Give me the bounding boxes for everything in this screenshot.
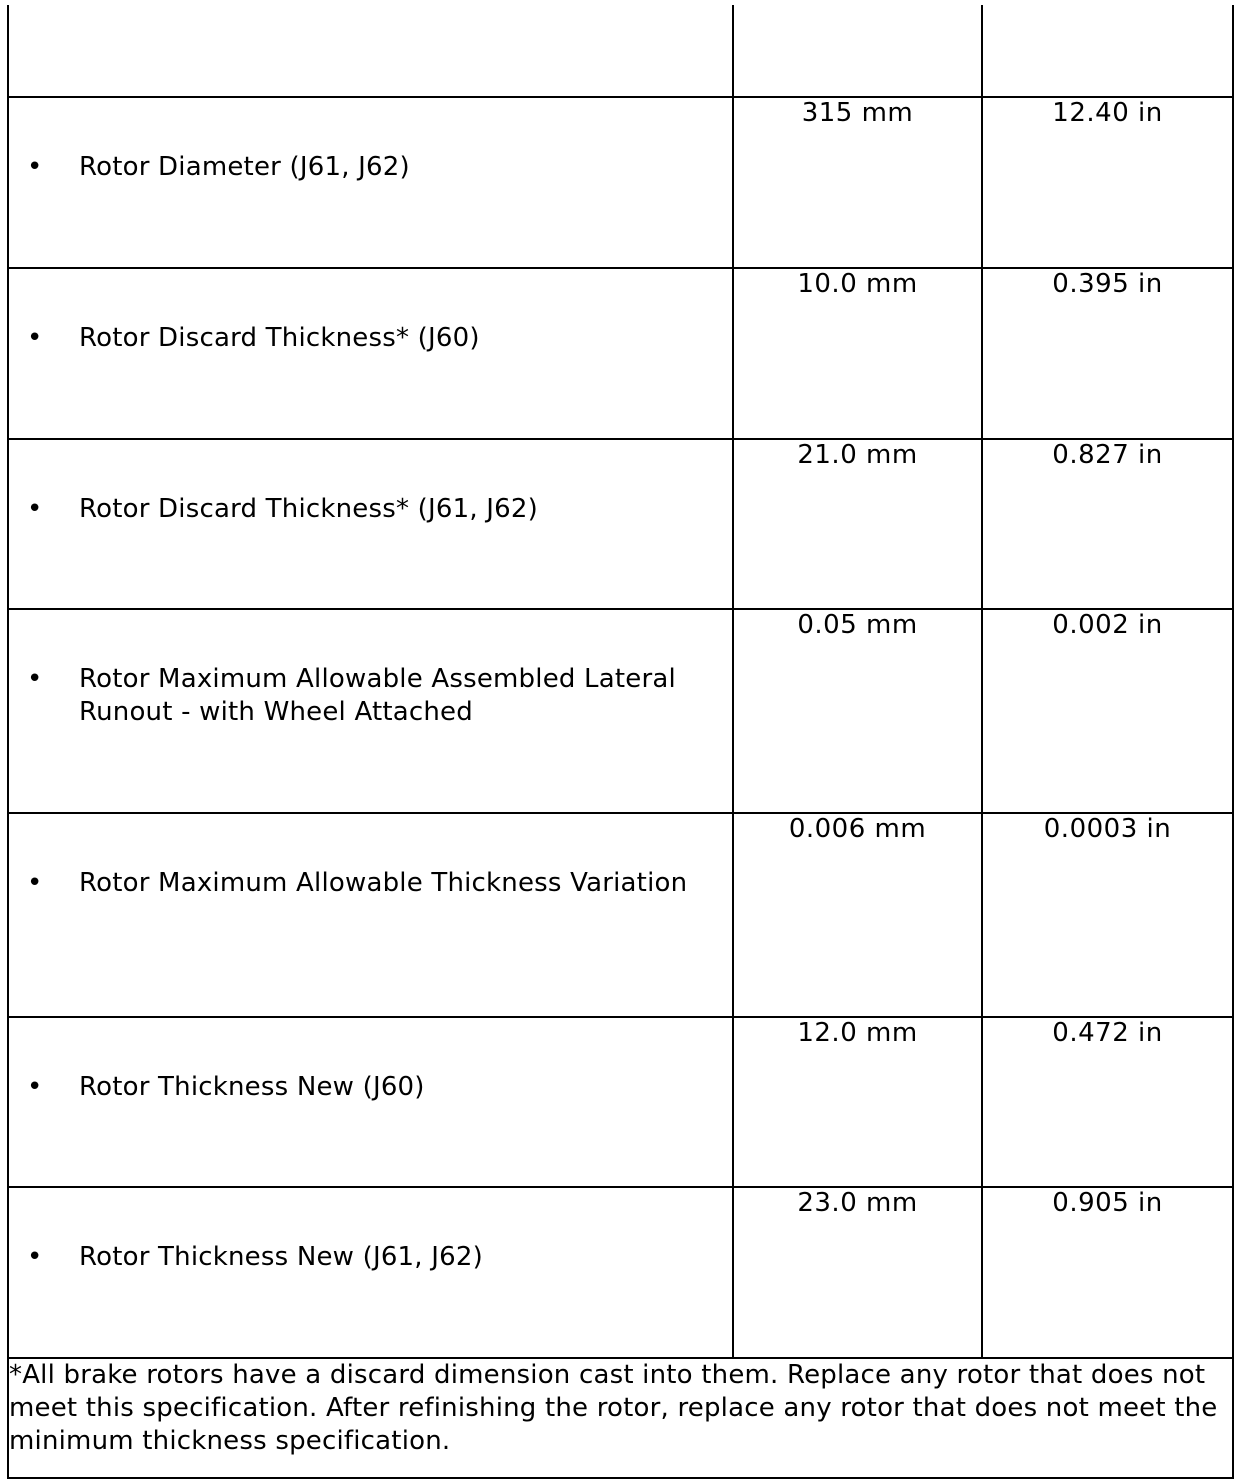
- spec-item-cell: [8, 609, 733, 813]
- empty-cell: [8, 5, 733, 97]
- bullet-icon: •: [27, 494, 43, 524]
- spec-item-cell: [8, 439, 733, 609]
- table-row: [8, 268, 1233, 439]
- english-value: 0.905 in: [982, 1187, 1233, 1358]
- bullet-icon: •: [27, 1072, 43, 1102]
- rotor-specification-table: [7, 5, 1234, 1479]
- english-value: 0.0003 in: [982, 813, 1233, 1017]
- spec-item-label: Rotor Maximum Allowable Thickness Variation: [79, 868, 688, 898]
- footnote-row: [8, 1358, 1233, 1478]
- english-value: 0.395 in: [982, 268, 1233, 439]
- spec-item-label: Rotor Discard Thickness* (J61, J62): [79, 494, 538, 524]
- table-row: [8, 1187, 1233, 1358]
- metric-value: 10.0 mm: [733, 268, 982, 439]
- english-value: 0.472 in: [982, 1017, 1233, 1187]
- metric-value: 315 mm: [733, 97, 982, 268]
- spec-item-label: Rotor Thickness New (J61, J62): [79, 1242, 483, 1272]
- spec-item-cell: [8, 268, 733, 439]
- spec-item-cell: [8, 1187, 733, 1358]
- table-row: [8, 1017, 1233, 1187]
- spec-item-cell: [8, 813, 733, 1017]
- english-value: 12.40 in: [982, 97, 1233, 268]
- table-header-continuation-row: [8, 5, 1233, 97]
- spec-item-label: Rotor Thickness New (J60): [79, 1072, 425, 1102]
- english-value: 0.827 in: [982, 439, 1233, 609]
- bullet-icon: •: [27, 323, 43, 353]
- table-row: [8, 439, 1233, 609]
- footnote-text: *All brake rotors have a discard dimension cast into them. Replace any rotor that does not meet this specification. After refinishing the rotor, replace any rotor that does not meet the minimum thickness specification.: [8, 1358, 1233, 1478]
- bullet-icon: •: [27, 868, 43, 898]
- metric-value: 0.006 mm: [733, 813, 982, 1017]
- bullet-icon: •: [27, 664, 43, 694]
- bullet-icon: •: [27, 152, 43, 182]
- spec-item-label: Rotor Diameter (J61, J62): [79, 152, 410, 182]
- metric-value: 21.0 mm: [733, 439, 982, 609]
- bullet-icon: •: [27, 1242, 43, 1272]
- metric-value: 23.0 mm: [733, 1187, 982, 1358]
- spec-item-cell: [8, 97, 733, 268]
- english-value: 0.002 in: [982, 609, 1233, 813]
- metric-value: 0.05 mm: [733, 609, 982, 813]
- empty-cell: [982, 5, 1233, 97]
- metric-value: 12.0 mm: [733, 1017, 982, 1187]
- empty-cell: [733, 5, 982, 97]
- spec-item-label: Rotor Maximum Allowable Assembled Lateral Runout - with Wheel Attached: [79, 664, 676, 727]
- table-row: [8, 97, 1233, 268]
- spec-item-label: Rotor Discard Thickness* (J60): [79, 323, 480, 353]
- table-row: [8, 609, 1233, 813]
- spec-item-cell: [8, 1017, 733, 1187]
- table-row: [8, 813, 1233, 1017]
